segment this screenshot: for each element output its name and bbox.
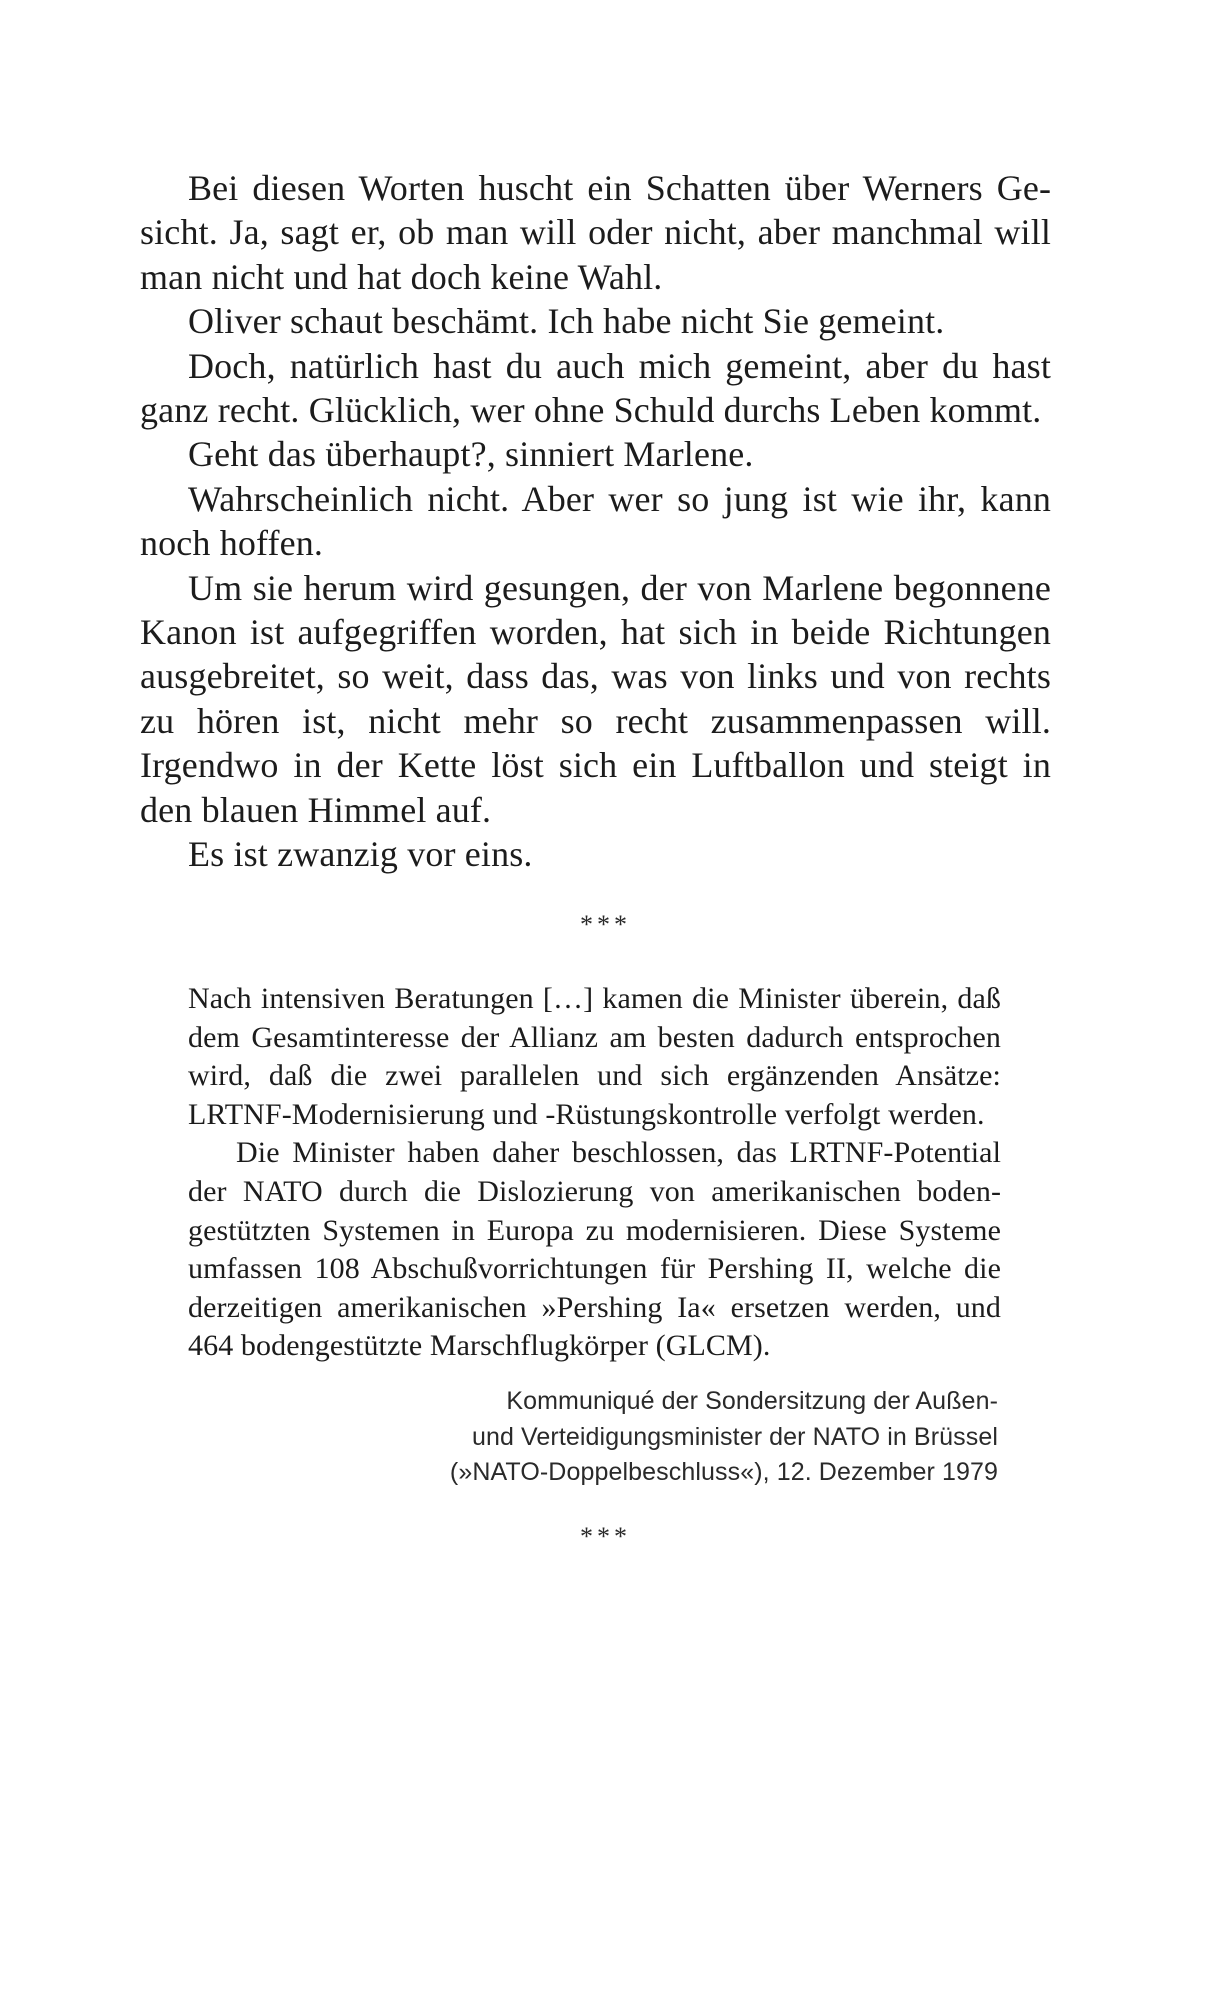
quote-paragraph: Die Minister haben daher beschlossen, das LRTNF-Potential der NATO durch die Dislozierung von amerikanischen bodengestützten Systemen in Europa zu modernisieren. Diese Systeme umfassen 108 Abschußvorrichtungen für Pershing II, welche die derzeitigen amerikanischen »Pershing Ia« ersetzen werden, und 464 bodengestützte Marschflugkörper (GLCM). <box>188 1136 1001 1363</box>
paragraph: Wahrscheinlich nicht. Aber wer so jung ist wie ihr, kann noch hoffen. <box>140 478 1051 564</box>
section-separator: *** <box>580 1522 631 1551</box>
paragraph: Um sie herum wird gesungen, der von Marlene begonnene Kanon ist aufgegriffen worden, hat sich in beide Richtungen ausgebreitet, so weit, dass das, was von links und von rechts zu hören ist, nicht mehr so recht zusammenpassen will. Irgendwo in der Kette löst sich ein Luftballon und steigt in den blauen Himmel auf. <box>140 567 1051 830</box>
paragraph: Doch, natürlich hast du auch mich gemeint, aber du hast ganz recht. Glücklich, wer ohne Schuld durchs Leben kommt. <box>140 345 1051 431</box>
paragraph: Geht das überhaupt?, sinniert Marlene. <box>188 434 754 475</box>
paragraph: Bei diesen Worten huscht ein Schatten über Werners Gesicht. Ja, sagt er, ob man will oder nicht, aber manchmal will man nicht und hat doch keine Wahl. <box>140 168 1051 297</box>
quote-source <box>420 1384 998 1491</box>
source-line: (»NATO-Doppelbeschluss«), 12. Dezember 1979 <box>449 1458 998 1486</box>
block-quote <box>188 980 1001 1366</box>
source-line: und Verteidigungsminister der NATO in Brüssel <box>471 1422 998 1451</box>
paragraph: Es ist zwanzig vor eins. <box>188 834 533 875</box>
quote-paragraph: Nach intensiven Beratungen […] kamen die Minister überein, daß dem Gesamtinteresse der Allianz am besten dadurch entsprochen wird, daß die zwei parallelen und sich ergänzenden Ansätze: LRTNF-Modernisierung und -Rüstungskontrolle verfolgt werden. <box>188 982 1001 1131</box>
section-separator: *** <box>580 910 631 939</box>
paragraph: Oliver schaut beschämt. Ich habe nicht Sie gemeint. <box>188 301 945 342</box>
source-line: Kommuniqué der Sondersitzung der Außen- <box>506 1387 998 1415</box>
main-text <box>140 166 1051 877</box>
